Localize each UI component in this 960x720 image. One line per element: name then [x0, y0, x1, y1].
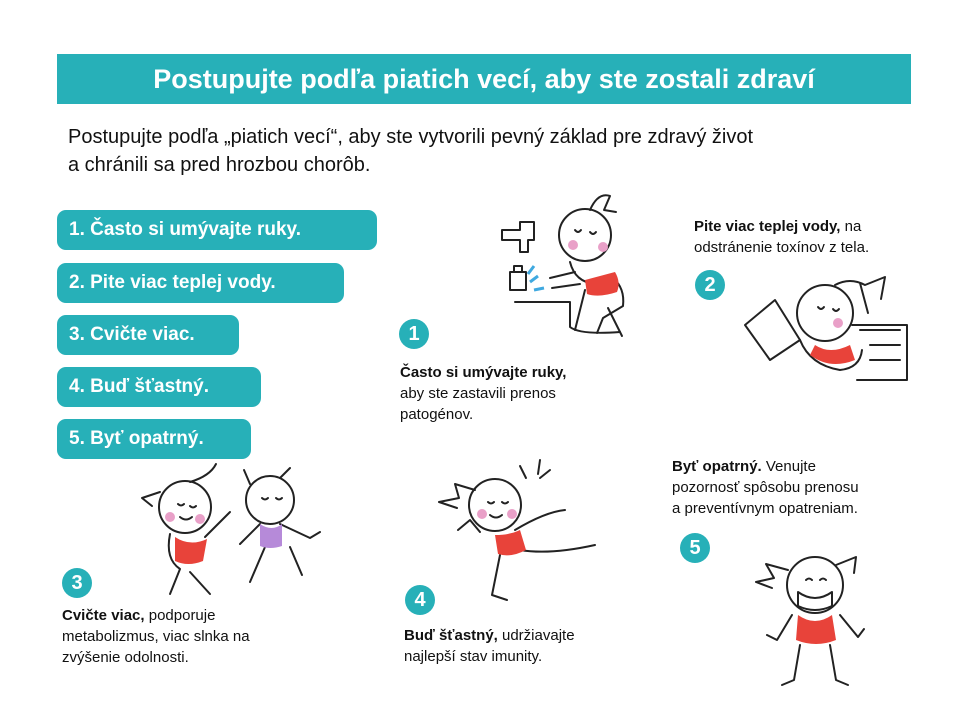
drinking-water-illustration: [740, 275, 915, 390]
tip-pill-4: [57, 367, 261, 407]
step-number-4: 4: [405, 585, 435, 615]
tip-label-3: 3. Cvičte viac.: [69, 324, 195, 345]
tip-label-1: 1. Často si umývajte ruky.: [69, 219, 301, 240]
cheek-shape: [195, 514, 205, 524]
step-2-heading: Pite viac teplej vody,: [694, 218, 841, 235]
step-number-5: 5: [680, 533, 710, 563]
cheek-shape: [165, 512, 175, 522]
handwashing-illustration: [490, 190, 650, 345]
cheek-shape: [598, 242, 608, 252]
tip-label-2: 2. Pite viac teplej vody.: [69, 272, 276, 293]
step-1-heading: Často si umývajte ruky,: [400, 364, 567, 381]
mask-illustration: [740, 540, 890, 690]
step-3-line-2: metabolizmus, viac slnka na: [62, 628, 250, 645]
tip-label-5: 5. Byť opatrný.: [69, 428, 204, 449]
step-number-2: 2: [695, 270, 725, 300]
red-shirt-shape: [796, 615, 836, 644]
step-4-line-2: najlepší stav imunity.: [404, 648, 543, 665]
step-3-heading: Cvičte viac,: [62, 607, 145, 624]
tip-pill-5: [57, 419, 251, 459]
step-4-description: [404, 625, 575, 667]
exercise-illustration: [130, 462, 330, 597]
step-1-description: [400, 362, 566, 425]
red-shirt-shape: [585, 272, 619, 296]
intro-line-1: Postupujte podľa „piatich vecí“, aby ste vytvorili pevný základ pre zdravý život: [68, 126, 754, 148]
tip-pill-1: [57, 210, 377, 250]
purple-shirt-shape: [260, 524, 282, 548]
step-2-description: [694, 216, 869, 258]
tip-pill-3: [57, 315, 239, 355]
step-4-heading: Buď šťastný,: [404, 627, 498, 644]
step-5-heading: Byť opatrný.: [672, 458, 762, 475]
step-5-line-2: pozornosť spôsobu prenosu: [672, 479, 859, 496]
step-5-rest: Venujte: [761, 458, 816, 475]
happy-illustration: [420, 460, 615, 605]
tip-label-4: 4. Buď šťastný.: [69, 376, 209, 397]
step-1-line-2: aby ste zastavili prenos: [400, 385, 556, 402]
red-shirt-shape: [495, 530, 526, 555]
step-4-rest: udržiavajte: [497, 627, 575, 644]
step-2-line-2: odstránenie toxínov z tela.: [694, 239, 870, 256]
page-title: Postupujte podľa piatich vecí, aby ste zostali zdraví: [153, 63, 815, 94]
step-number-3: 3: [62, 568, 92, 598]
step-5-description: [672, 456, 859, 519]
cheek-shape: [477, 509, 487, 519]
red-shirt-shape: [175, 537, 207, 564]
intro-text: [68, 123, 928, 179]
cheek-shape: [568, 240, 578, 250]
water-splash-shape: [528, 266, 544, 290]
intro-line-2: a chránili sa pred hrozbou chorôb.: [68, 154, 371, 176]
cheek-shape: [833, 318, 843, 328]
tip-pill-2: [57, 263, 344, 303]
title-banner: [57, 54, 911, 104]
step-2-rest: na: [840, 218, 862, 235]
step-3-rest: podporuje: [144, 607, 216, 624]
step-3-description: [62, 605, 250, 668]
step-number-1: 1: [399, 319, 429, 349]
step-3-line-3: zvýšenie odolnosti.: [62, 649, 189, 666]
step-5-line-3: a preventívnym opatreniam.: [672, 500, 858, 517]
cheek-shape: [507, 509, 517, 519]
step-1-line-3: patogénov.: [400, 406, 474, 423]
